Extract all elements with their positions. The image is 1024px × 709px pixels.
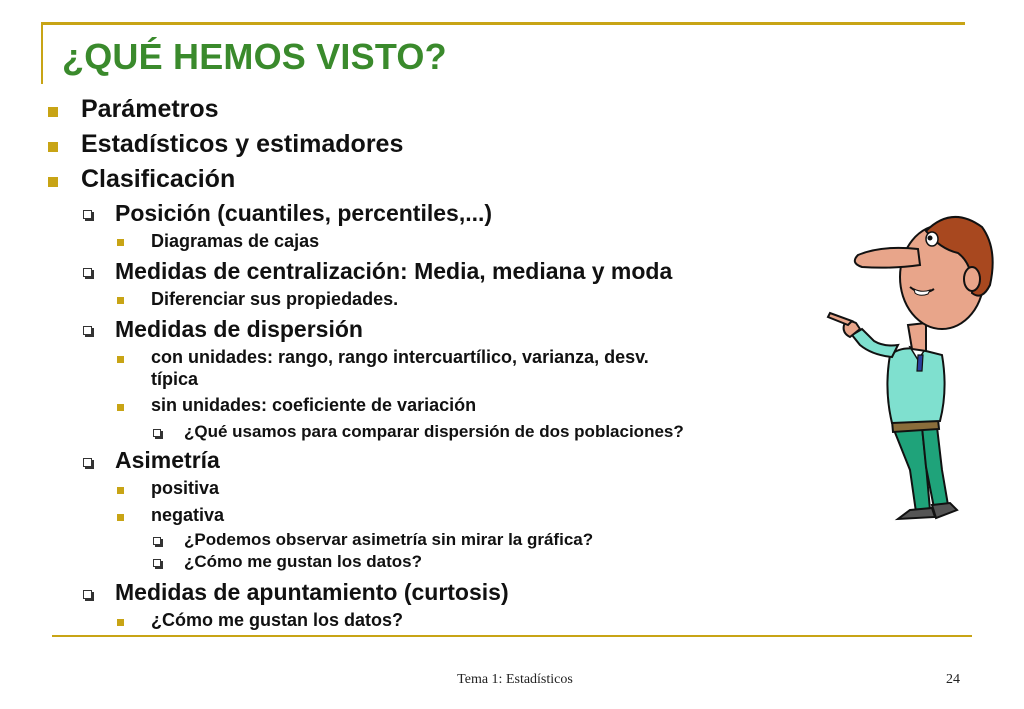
hollow-square-bullet-icon: [153, 537, 161, 545]
outline-item: Posición (cuantiles, percentiles,...): [115, 200, 493, 226]
outline-item: Medidas de centralización: Media, mediana y moda: [115, 258, 673, 284]
left-rule: [41, 22, 43, 84]
outline-item: sin unidades: coeficiente de variación: [151, 395, 477, 415]
outline-item-continuation: típica: [151, 369, 199, 389]
cartoon-man-pointing-illustration: [822, 205, 1002, 540]
footer-title: Tema 1: Estadísticos: [457, 672, 573, 687]
outline-item: Diferenciar sus propiedades.: [151, 289, 399, 309]
hollow-square-bullet-icon: [83, 458, 92, 467]
page-number: 24: [946, 672, 960, 687]
outline-item: ¿Qué usamos para comparar dispersión de dos poblaciones?: [184, 422, 684, 441]
slide-title: ¿QUÉ HEMOS VISTO?: [62, 36, 447, 77]
bottom-rule: [52, 635, 972, 637]
outline-item: positiva: [151, 478, 220, 498]
cartoon-man-icon: [822, 205, 1002, 540]
outline-item: con unidades: rango, rango intercuartílico, varianza, desv.: [151, 347, 649, 367]
square-bullet-icon: [117, 239, 124, 246]
square-bullet-icon: [117, 619, 124, 626]
hollow-square-bullet-icon: [83, 326, 92, 335]
outline-item: negativa: [151, 505, 225, 525]
square-bullet-icon: [117, 356, 124, 363]
outline-item: Parámetros: [81, 95, 219, 123]
square-bullet-icon: [117, 404, 124, 411]
hollow-square-bullet-icon: [153, 429, 161, 437]
outline-item: Estadísticos y estimadores: [81, 130, 404, 158]
outline-item: ¿Cómo me gustan los datos?: [151, 610, 404, 630]
outline-item: ¿Cómo me gustan los datos?: [184, 552, 423, 571]
outline-item: Medidas de dispersión: [115, 316, 363, 342]
top-rule: [41, 22, 965, 25]
square-bullet-icon: [117, 487, 124, 494]
square-bullet-icon: [48, 107, 58, 117]
outline-item: Clasificación: [81, 165, 236, 193]
outline-item: ¿Podemos observar asimetría sin mirar la gráfica?: [184, 530, 594, 549]
outline-item: Medidas de apuntamiento (curtosis): [115, 579, 509, 605]
square-bullet-icon: [48, 177, 58, 187]
hollow-square-bullet-icon: [83, 210, 92, 219]
square-bullet-icon: [117, 514, 124, 521]
outline-item: Asimetría: [115, 447, 220, 473]
hollow-square-bullet-icon: [153, 559, 161, 567]
hollow-square-bullet-icon: [83, 268, 92, 277]
hollow-square-bullet-icon: [83, 590, 92, 599]
square-bullet-icon: [48, 142, 58, 152]
outline-item: Diagramas de cajas: [151, 231, 320, 251]
square-bullet-icon: [117, 297, 124, 304]
